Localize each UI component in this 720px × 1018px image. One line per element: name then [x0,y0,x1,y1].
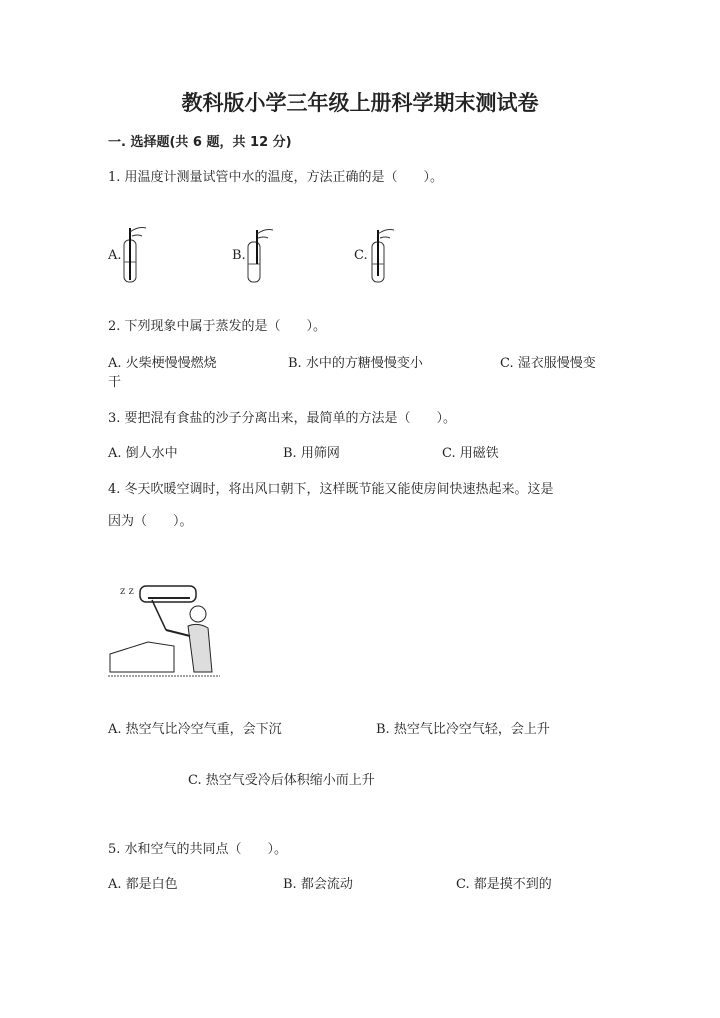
q1-option-a: A. [108,248,122,263]
section-heading: 一. 选择题(共 6 题，共 12 分) [108,135,292,150]
q1-option-c: C. [354,248,368,263]
q3-option-c: C. 用磁铁 [442,446,499,461]
question-2: 2. 下列现象中属于蒸发的是（ ）。 [108,319,327,334]
q2-option-b: B. 水中的方糖慢慢变小 [288,356,423,371]
question-1: 1. 用温度计测量试管中水的温度，方法正确的是（ ）。 [108,170,444,185]
q2-option-a: A. 火柴梗慢慢燃烧 [108,356,217,371]
q5-option-b: B. 都会流动 [283,877,353,892]
q3-option-a: A. 倒人水中 [108,446,178,461]
q1-option-b: B. [232,248,246,263]
air-conditioner-illustration [108,580,220,682]
svg-text:z z: z z [120,586,134,597]
q5-option-c: C. 都是摸不到的 [456,877,552,892]
question-4: 4. 冬天吹暖空调时，将出风口朝下，这样既节能又能使房间快速热起来。这是 [108,482,554,497]
question-5: 5. 水和空气的共同点（ ）。 [108,842,288,857]
q3-option-b: B. 用筛网 [283,446,340,461]
thermometer-b-image [242,226,282,284]
q2-option-c-wrap: 干 [108,375,122,390]
q2-option-c: C. 湿衣服慢慢变 [500,356,596,371]
q4-option-c: C. 热空气受冷后体积缩小而上升 [188,773,375,788]
thermometer-a-image [118,222,158,284]
thermometer-c-image [366,226,406,284]
q5-option-a: A. 都是白色 [108,877,178,892]
question-4-line2: 因为（ ）。 [108,514,193,529]
page-title: 教科版小学三年级上册科学期末测试卷 [181,91,539,115]
q4-option-b: B. 热空气比冷空气轻，会上升 [376,722,550,737]
question-3: 3. 要把混有食盐的沙子分离出来，最简单的方法是（ ）。 [108,411,457,426]
q4-option-a: A. 热空气比冷空气重，会下沉 [108,722,282,737]
